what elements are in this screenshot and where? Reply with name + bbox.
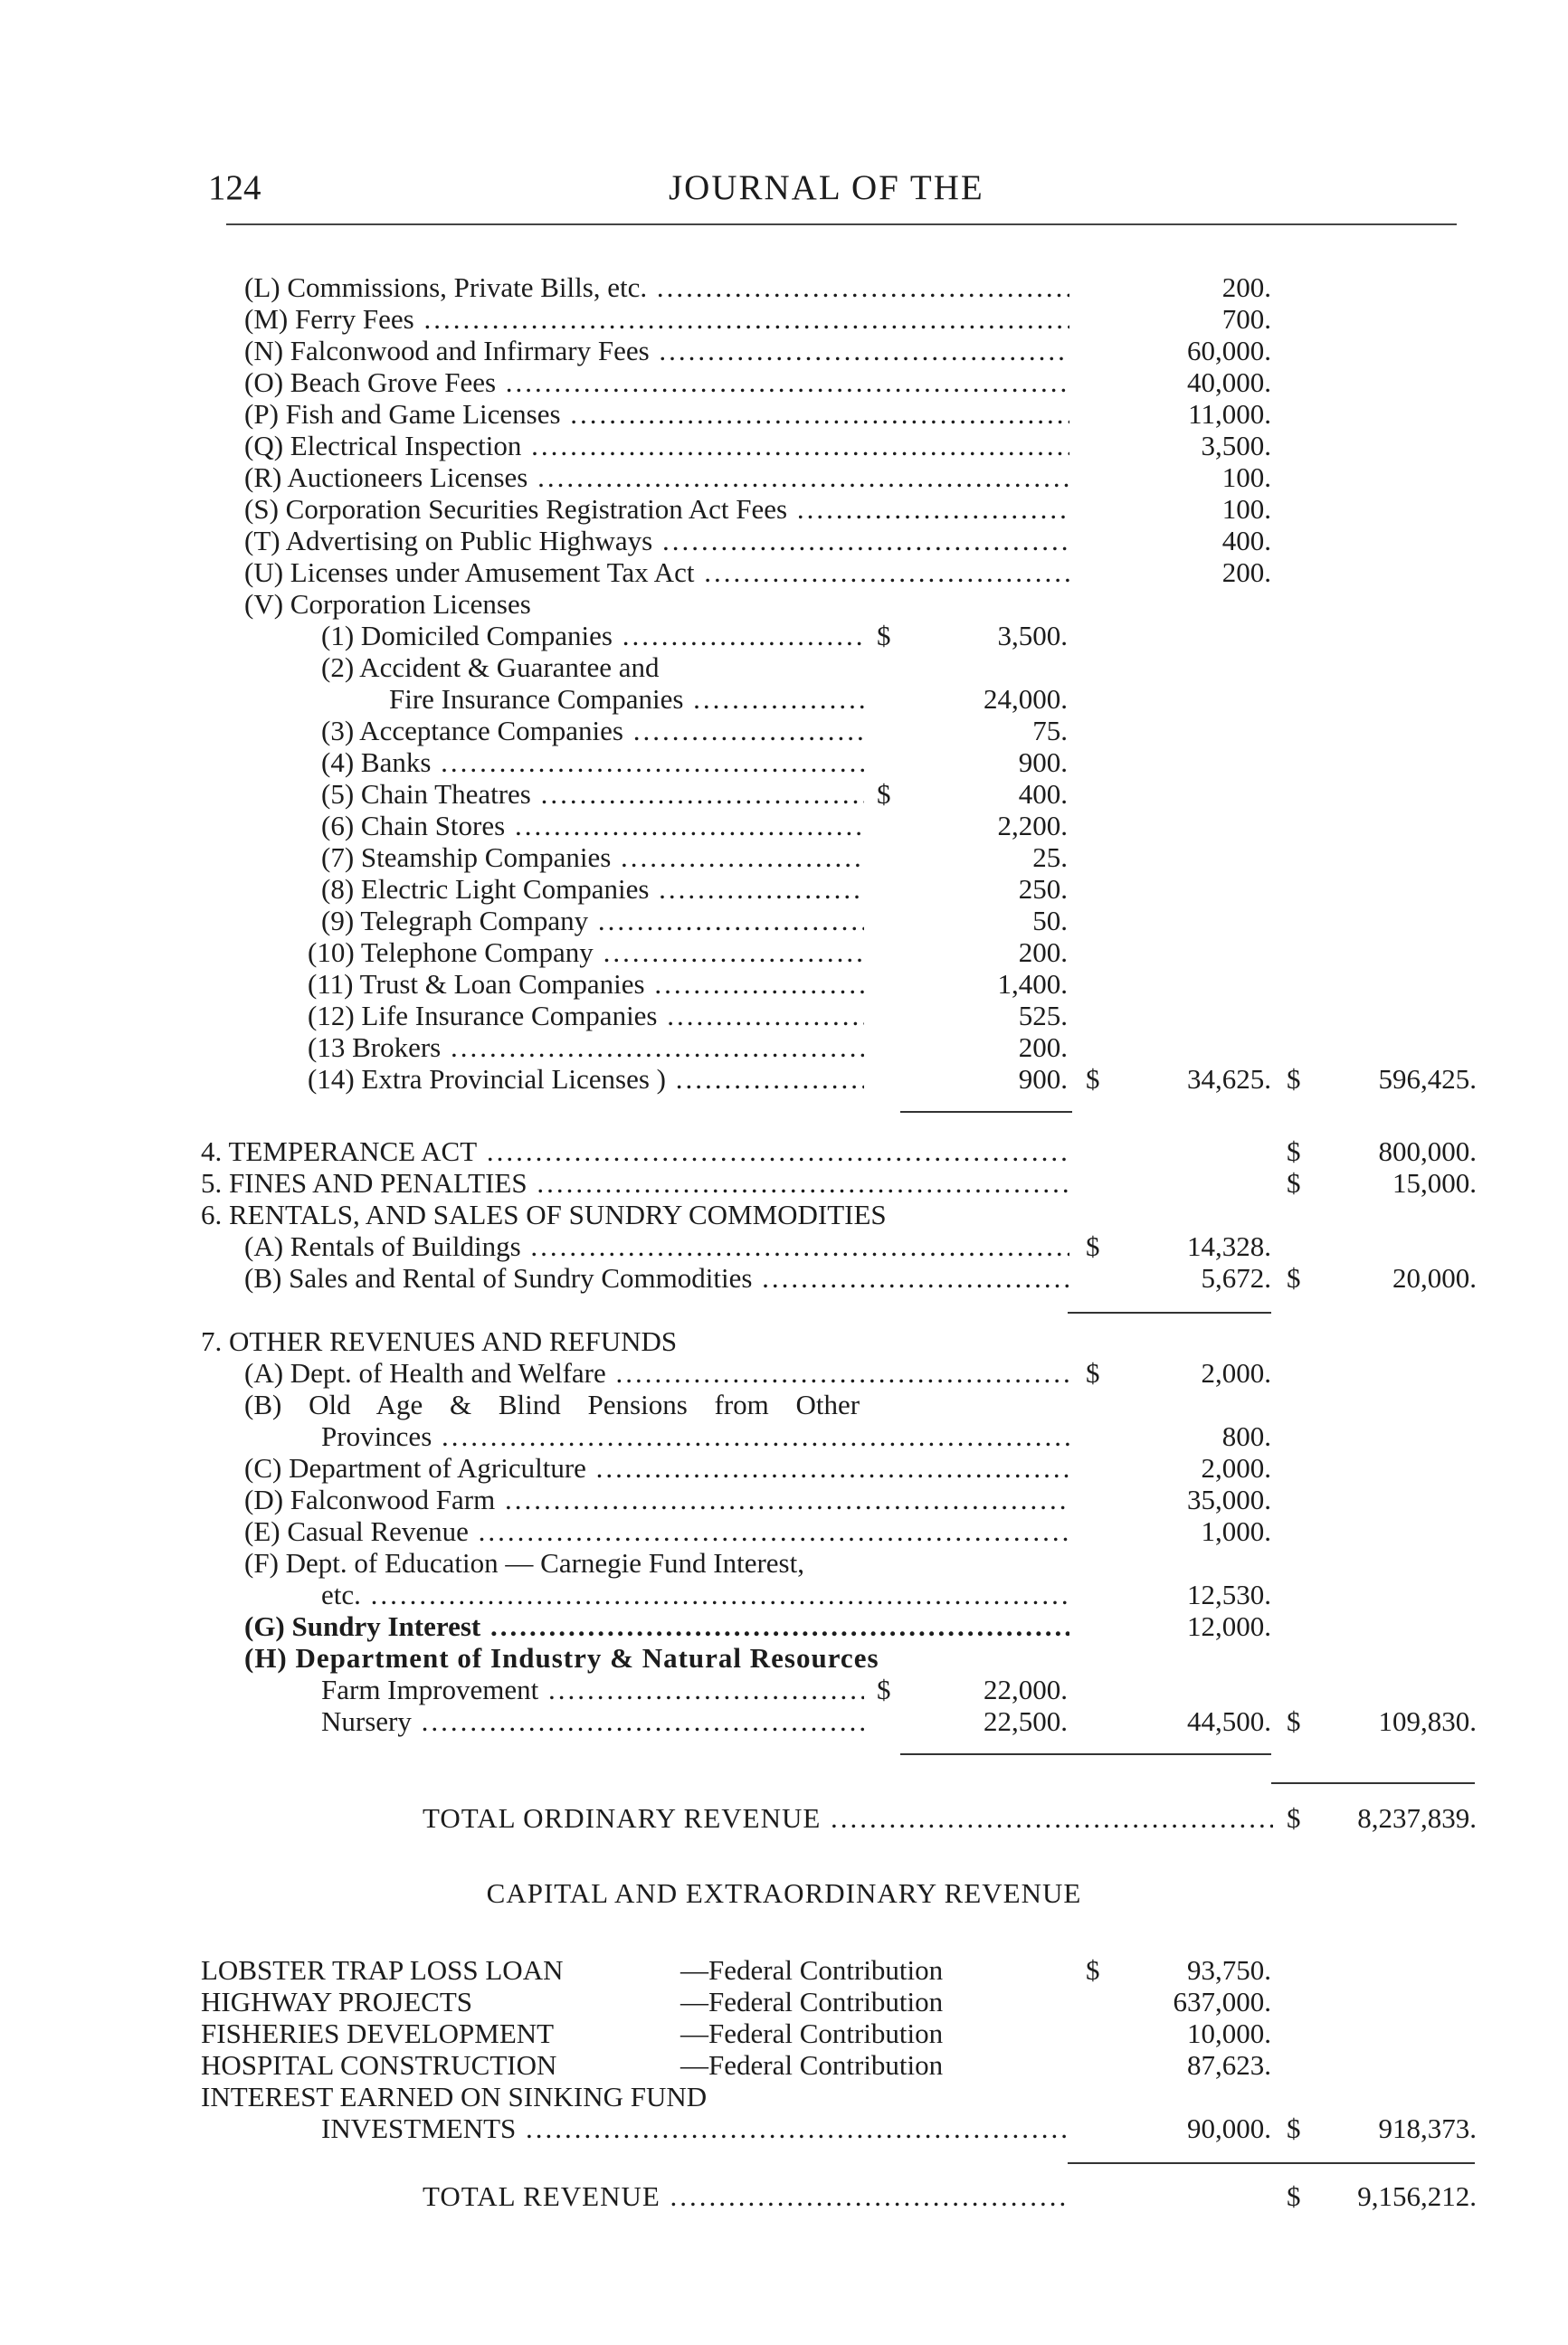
total-rule [1271,1782,1475,1784]
capital-row: HIGHWAY PROJECTS —Federal Contribution 637,000. [201,1986,1271,2017]
page-number: 124 [208,168,261,207]
corp-item: Fire Insurance Companies ..... 24,000. [0,683,1568,715]
corp-item: (2) Accident & Guarantee and [321,651,660,683]
item-s: (S) Corporation Securities Registration Act Fees ..... 100. [0,493,1568,525]
corp-item: (12) Life Insurance Companies ..... 525. [0,1000,1568,1031]
corp-item: (14) Extra Provincial Licenses ) ..... 900. $ 34,625. $ 596,425. [0,1063,1568,1095]
item-l: (L) Commissions, Private Bills, etc. ..... 200. [0,271,1568,303]
other-b: (B) Old Age & Blind Pensions from Other [244,1389,860,1420]
sinking-fund-heading: INTEREST EARNED ON SINKING FUND [201,2081,708,2112]
item-t: (T) Advertising on Public Highways ..... 400. [0,525,1568,556]
fines-penalties: 5. FINES AND PENALTIES ..... $ 15,000. [0,1167,1568,1199]
item-m: (M) Ferry Fees ..... 700. [0,303,1568,335]
total-ordinary-revenue: TOTAL ORDINARY REVENUE ..... $ 8,237,839. [0,1802,1568,1834]
capital-row: LOBSTER TRAP LOSS LOAN —Federal Contribution $ 93,750. [201,1954,1271,1986]
corp-item: (11) Trust & Loan Companies ..... 1,400. [0,968,1568,1000]
corp-item: (8) Electric Light Companies ..... 250. [0,873,1568,905]
item-u: (U) Licenses under Amusement Tax Act ..... 200. [0,556,1568,588]
subtotal-rule [900,1753,1072,1755]
corp-item: (10) Telephone Company ..... 200. [0,936,1568,968]
subtotal-rule [1068,1753,1271,1755]
capital-heading: CAPITAL AND EXTRAORDINARY REVENUE [486,1877,1082,1909]
corp-item: (7) Steamship Companies ..... 25. [0,841,1568,873]
capital-row: HOSPITAL CONSTRUCTION —Federal Contribution 87,623. [201,2049,1271,2081]
page-title: JOURNAL OF THE [669,168,984,207]
corp-item: (3) Acceptance Companies ..... 75. [0,715,1568,746]
corp-item: (5) Chain Theatres ..... $ 400. [0,778,1568,810]
other-e: (E) Casual Revenue ..... 1,000. [0,1515,1568,1547]
other-d: (D) Falconwood Farm ..... 35,000. [0,1484,1568,1515]
sinking-fund-investments: INVESTMENTS ..... 90,000. $ 918,373. [0,2112,1568,2144]
corp-item: (6) Chain Stores ..... 2,200. [0,810,1568,841]
corp-item: (13 Brokers ..... 200. [0,1031,1568,1063]
corp-item: (9) Telegraph Company ..... 50. [0,905,1568,936]
other-revenues-heading: 7. OTHER REVENUES AND REFUNDS [201,1325,678,1357]
other-c: (C) Department of Agriculture ..... 2,000. [0,1452,1568,1484]
corp-item: (1) Domiciled Companies ..... $ 3,500. [0,620,1568,651]
other-h-farm: Farm Improvement ..... $ 22,000. [0,1674,1568,1705]
other-h: (H) Department of Industry & Natural Resources [244,1642,879,1674]
item-q: (Q) Electrical Inspection ..... 3,500. [0,430,1568,461]
rentals-b: (B) Sales and Rental of Sundry Commodities ..... 5,672. $ 20,000. [0,1262,1568,1294]
item-o: (O) Beach Grove Fees ..... 40,000. [0,366,1568,398]
capital-row: FISHERIES DEVELOPMENT —Federal Contribution 10,000. [201,2017,1271,2049]
temperance-act: 4. TEMPERANCE ACT ..... $ 800,000. [0,1135,1568,1167]
subtotal-rule [1068,1312,1271,1314]
item-n: (N) Falconwood and Infirmary Fees ..... 60,000. [0,335,1568,366]
item-p: (P) Fish and Game Licenses ..... 11,000. [0,398,1568,430]
other-f: (F) Dept. of Education — Carnegie Fund Interest, [244,1547,804,1579]
other-b-provinces: Provinces ..... 800. [0,1420,1568,1452]
other-g: (G) Sundry Interest ..... 12,000. [0,1610,1568,1642]
subtotal-rule [900,1111,1072,1113]
total-revenue: TOTAL REVENUE ..... $ 9,156,212. [0,2180,1568,2212]
corp-item: (4) Banks ..... 900. [0,746,1568,778]
item-r: (R) Auctioneers Licenses ..... 100. [0,461,1568,493]
other-f-etc: etc. ..... 12,530. [0,1579,1568,1610]
other-a: (A) Dept. of Health and Welfare ..... $ 2,000. [0,1357,1568,1389]
corporation-heading: (V) Corporation Licenses [244,588,531,620]
other-h-nursery: Nursery ..... 22,500. 44,500. $ 109,830. [0,1705,1568,1737]
rentals-a: (A) Rentals of Buildings ..... $ 14,328. [0,1230,1568,1262]
header-rule [226,223,1457,225]
total-rule [1068,2162,1475,2164]
rentals-heading: 6. RENTALS, AND SALES OF SUNDRY COMMODITIES [201,1199,887,1230]
